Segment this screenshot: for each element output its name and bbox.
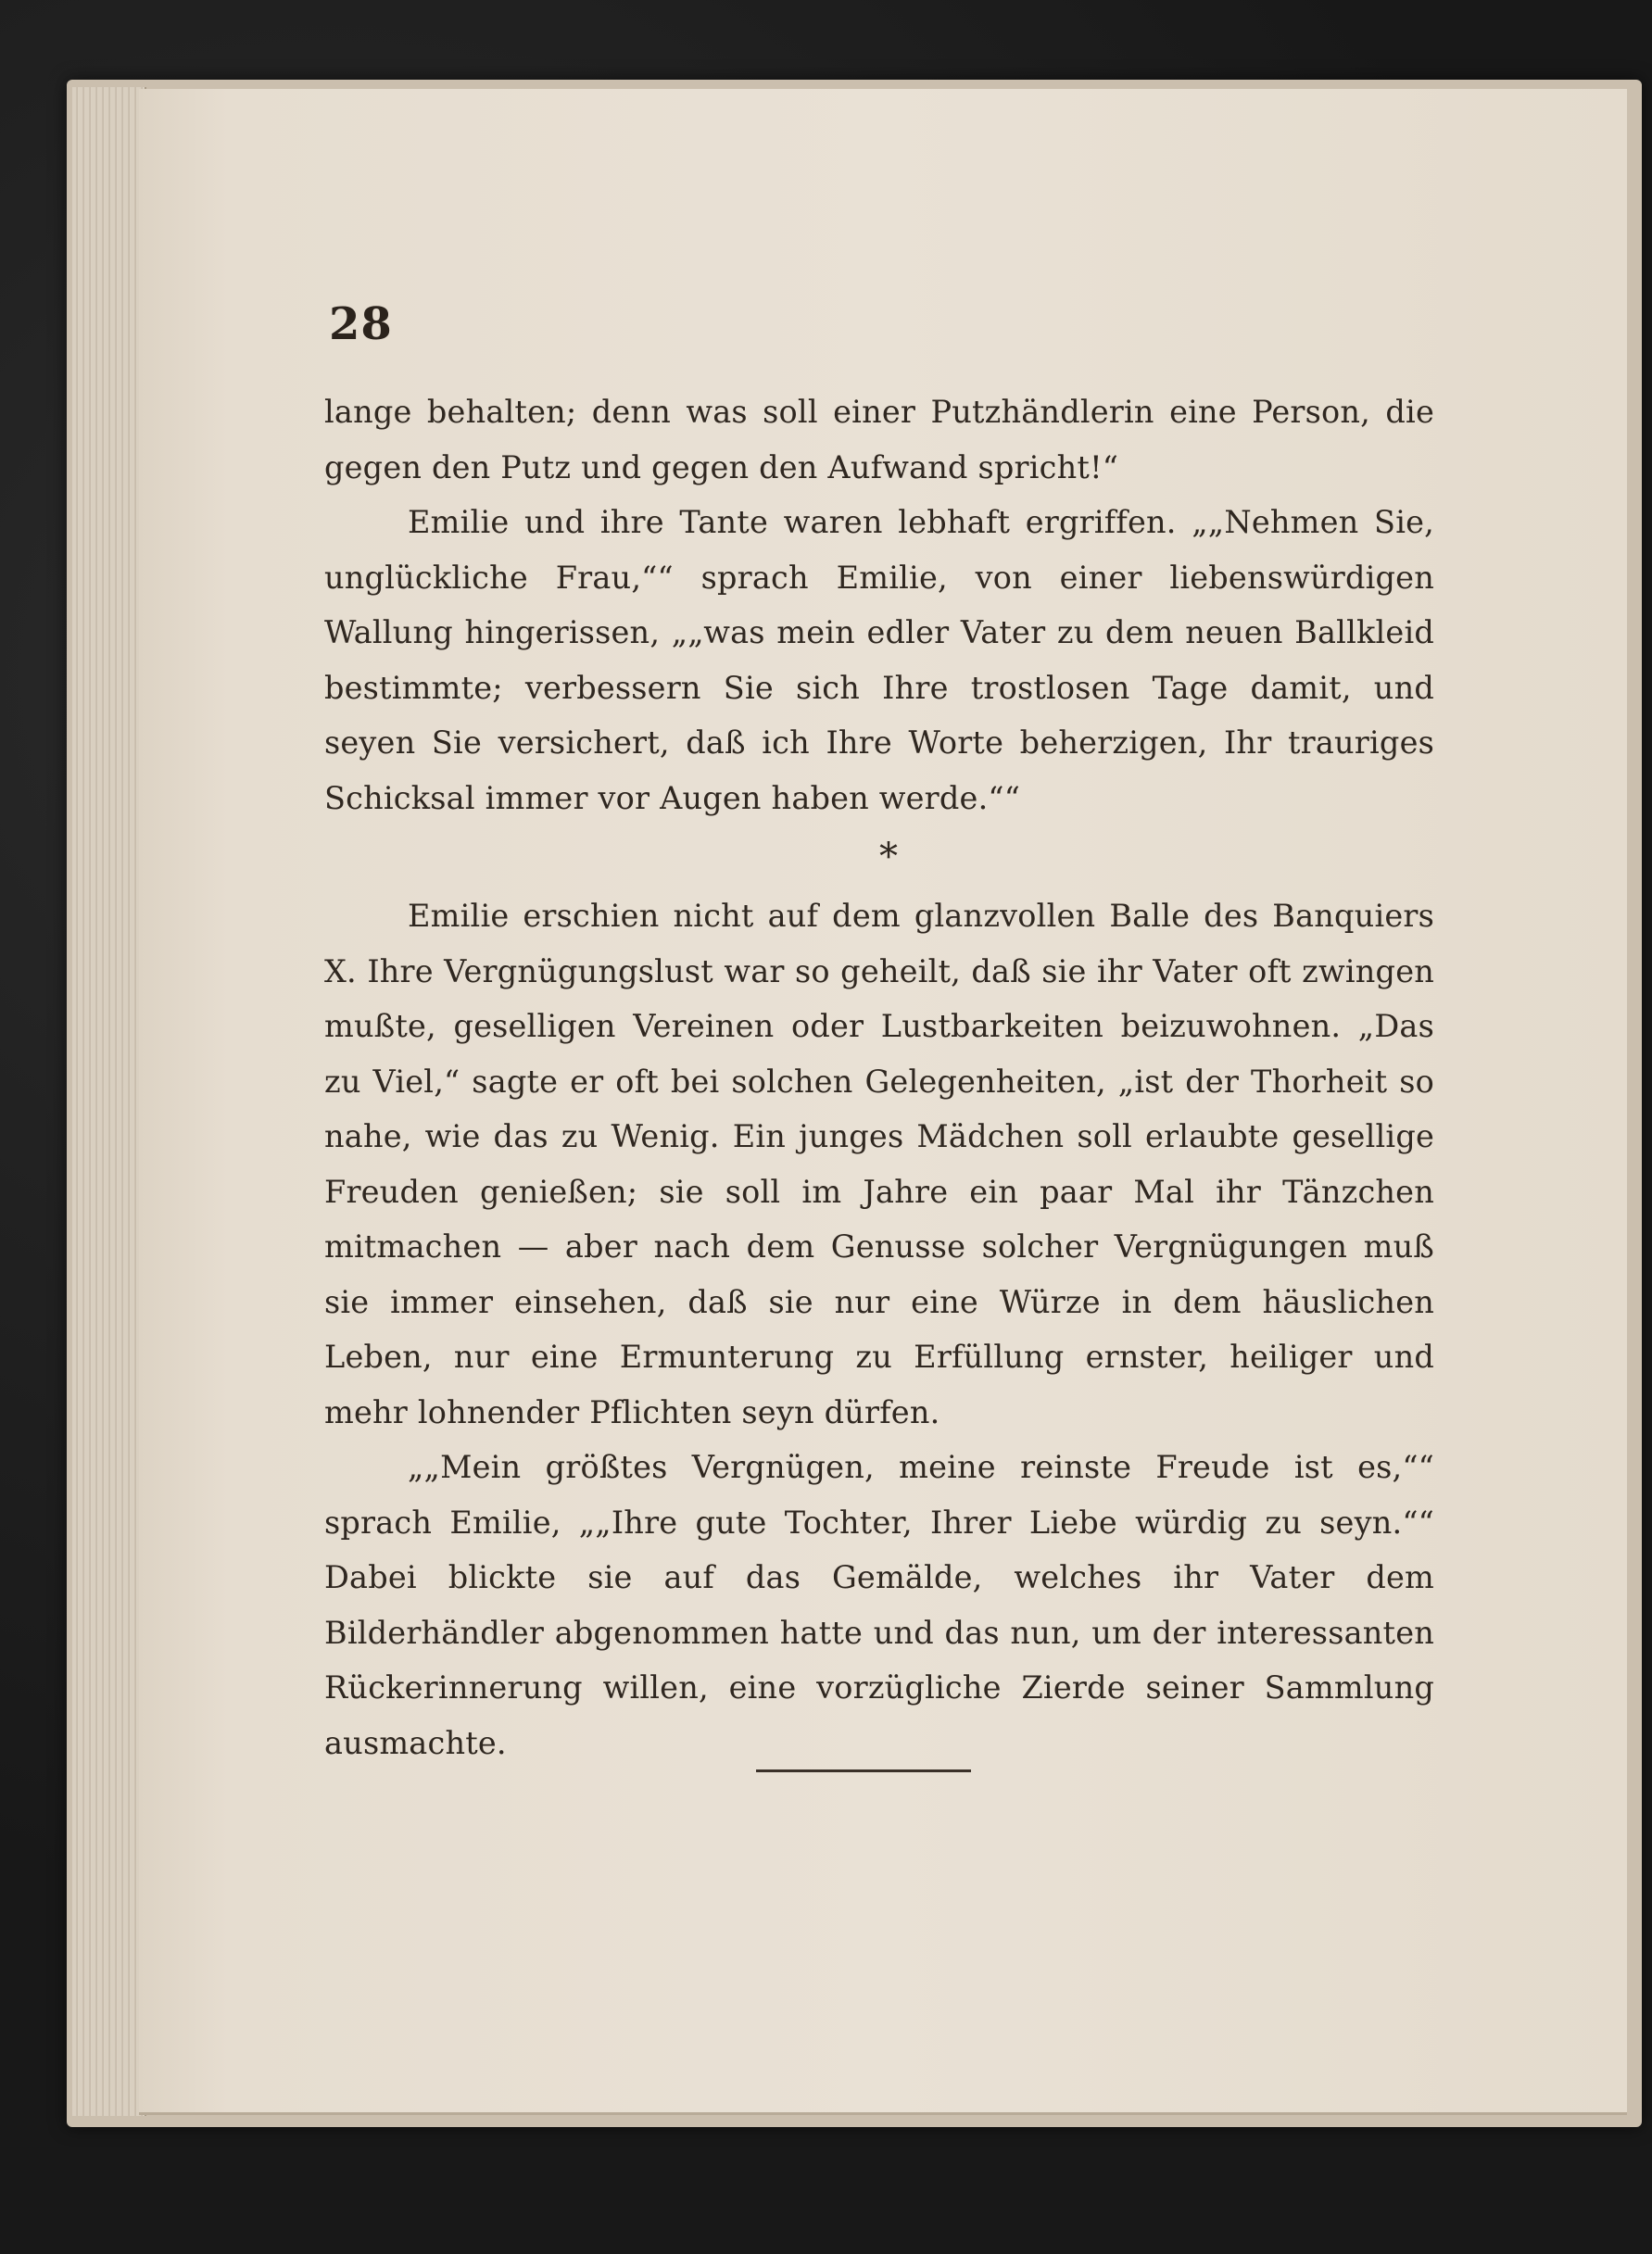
paragraph: „„Mein größtes Vergnügen, meine reinste Freude ist es,““ sprach Emilie, „„Ihre gute Tochter, Ihrer Liebe würdig zu seyn.““ Dabei blickte sie auf das Gemälde, welches ihr Vater dem Bilderhändler abgenommen hatte und das nun, um der interessanten Rückerinnerung willen, eine vorzügliche Zierde seiner Sammlung ausmachte. [324, 1449, 1434, 1761]
paragraph: Emilie erschien nicht auf dem glanzvollen Balle des Banquiers X. Ihre Vergnügungslust war so geheilt, daß sie ihr Vater oft zwingen mußte, geselligen Vereinen oder Lustbarkeiten beizuwohnen. „Das zu Viel,“ sagte er oft bei solchen Gelegenheiten, „ist der Thorheit so nahe, wie das zu Wenig. Ein junges Mädchen soll erlaubte gesellige Freuden genießen; sie soll im Jahre ein paar Mal ihr Tänzchen mitmachen — aber nach dem Genusse solcher Vergnügungen muß sie immer einsehen, daß sie nur eine Würze in dem häuslichen Leben, nur eine Ermunterung zu Erfüllung ernster, heiliger und mehr lohnender Pflichten seyn dürfen. [324, 898, 1434, 1430]
paragraph: lange behalten; denn was soll einer Putzhändlerin eine Person, die gegen den Putz und gegen den Aufwand spricht!“ [324, 394, 1434, 485]
page-number: 28 [329, 298, 393, 350]
body-text [324, 384, 1434, 1770]
end-rule [756, 1769, 971, 1772]
paragraph: Emilie und ihre Tante waren lebhaft ergriffen. „„Nehmen Sie, unglückliche Frau,““ sprach Emilie, von einer liebenswürdigen Wallung hingerissen, „„was mein edler Vater zu dem neuen Ballkleid bestimmte; verbessern Sie sich Ihre trostlosen Tage damit, und seyen Sie versichert, daß ich Ihre Worte beherzigen, Ihr trauriges Schicksal immer vor Augen haben werde.““ [324, 504, 1434, 816]
section-separator: * [879, 836, 898, 878]
page-stack-edge [72, 87, 146, 2116]
